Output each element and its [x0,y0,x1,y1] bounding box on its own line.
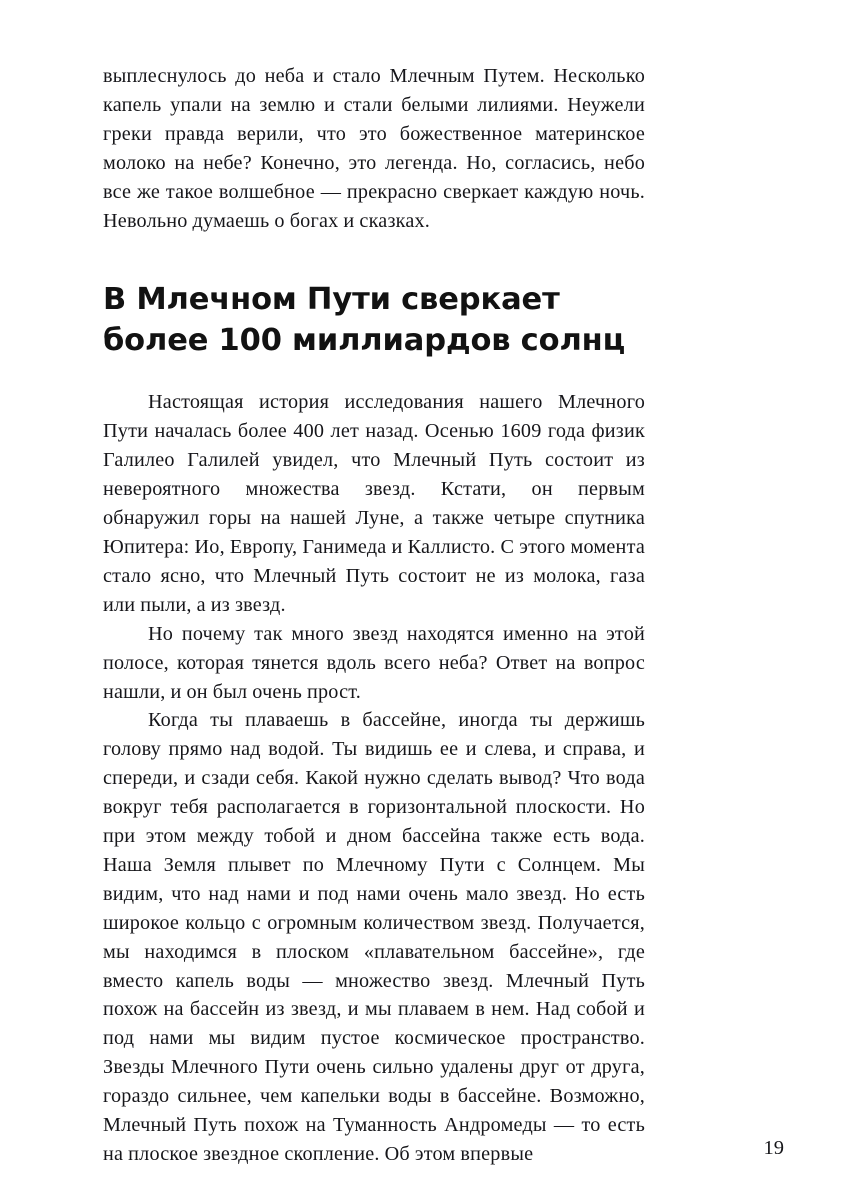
intro-paragraph: выплеснулось до неба и стало Млечным Путем. Несколько капель упали на землю и стали белыми лилиями. Неужели греки правда верили, что это божественное материнское молоко на небе? Конечно, это легенда. Но, согласись, небо все же такое волшебное — прекрасно сверкает каждую ночь. Невольно думаешь о богах и сказках. [103,65,645,232]
heading-bottom-spacer [103,361,645,388]
page-number: 19 [763,1136,784,1159]
body-paragraph-1: Настоящая история исследования нашего Млечного Пути началась более 400 лет назад. Осенью 1609 года физик Галилео Галилей увидел, что Млечный Путь состоит из невероятного множества звезд. Кстати, он первым обнаружил горы на нашей Луне, а также четыре спутника Юпитера: Ио, Европу, Ганимеда и Каллисто. С этого момента стало ясно, что Млечный Путь состоит не из молока, газа или пыли, а из звезд. [103,391,645,616]
text-column [103,62,645,1169]
heading-top-spacer [103,235,645,279]
section-heading: В Млечном Пути сверкает более 100 миллиардов солнц [103,282,626,359]
body-paragraph-3: Когда ты плаваешь в бассейне, иногда ты держишь голову прямо над водой. Ты видишь ее и слева, и справа, и спереди, и сзади себя. Какой нужно сделать вывод? Что вода вокруг тебя располагается в горизонтальной плоскости. Но при этом между тобой и дном бассейна также есть вода. Наша Земля плывет по Млечному Пути с Солнцем. Мы видим, что над нами и под нами очень мало звезд. Но есть широкое кольцо с огромным количеством звезд. Получается, мы находимся в плоском «плавательном бассейне», где вместо капель воды — множество звезд. Млечный Путь похож на бассейн из звезд, и мы плаваем в нем. Над собой и под нами мы видим пустое космическое пространство. Звезды Млечного Пути очень сильно удалены друг от друга, гораздо сильнее, чем капельки воды в бассейне. Возможно, Млечный Путь похож на Туманность Андромеды — то есть на плоское звездное скопление. Об этом впервые [103,709,645,1165]
body-paragraph-2: Но почему так много звезд находятся именно на этой полосе, которая тянется вдоль всего неба? Ответ на вопрос нашли, и он был очень прост. [103,622,645,703]
